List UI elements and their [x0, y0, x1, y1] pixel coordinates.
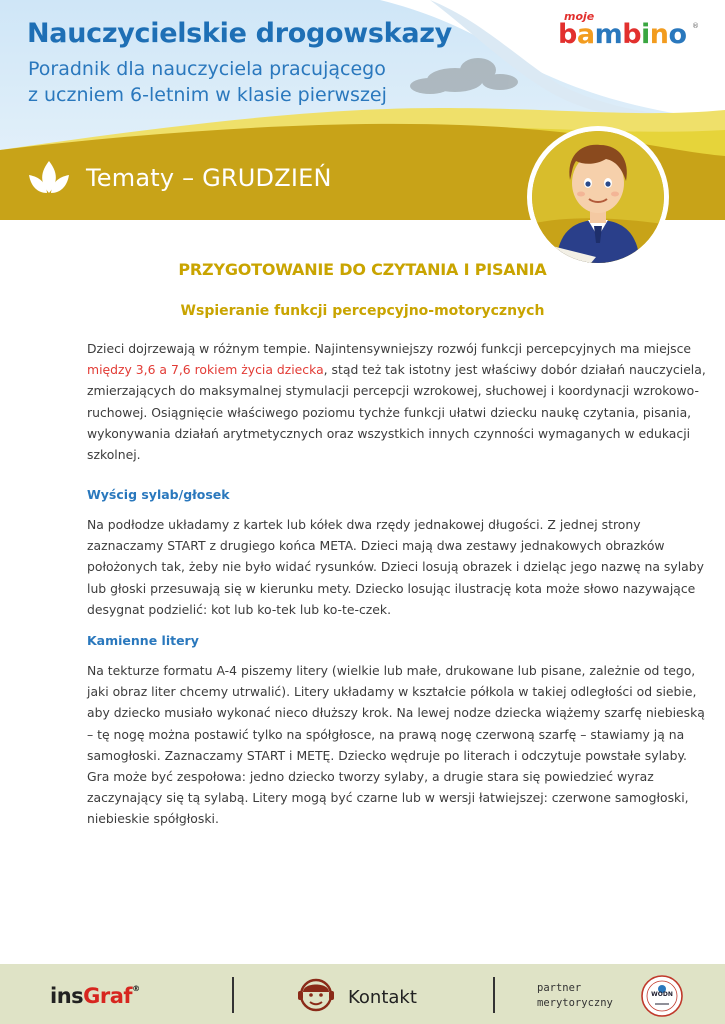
intro-line: szkolnej. — [87, 447, 141, 463]
leaf-icon — [28, 159, 70, 195]
game-line: lub głoski przesuwają się w kierunku mety. Dziecko losując ilustrację kota może słowo nazywające — [87, 580, 696, 596]
page-title: Nauczycielskie drogowskazy — [27, 18, 452, 49]
subtitle-line: Poradnik dla nauczyciela pracującego — [28, 58, 386, 80]
contact-link[interactable]: Kontakt — [348, 987, 417, 1008]
intro-line: Dzieci dojrzewają w różnym tempie. Najintensywniejszy rozwój funkcji percepcyjnych ma miejsce — [87, 341, 692, 356]
game-line: samogłoski. Zaznaczamy START i METĘ. Dziecko wędruje po literach i odczytuje powstałe sylaby. — [87, 747, 687, 763]
insgraf-logo[interactable] — [50, 984, 140, 1008]
wodn-label: WODN — [651, 991, 673, 998]
game-line: Na podłodze układamy z kartek lub kółek dwa rzędy jednakowej długości. Z jednej strony — [87, 517, 641, 532]
partner-line: partner — [537, 982, 582, 994]
contact-person-icon[interactable] — [295, 978, 337, 1012]
game-title-stone-letters: Kamienne litery — [87, 633, 199, 648]
game-line: jaki obraz liter chcemy utrwalić). Litery układamy w kształcie półkola w takiej odległości od siebie, — [87, 684, 697, 700]
intro-line-rest: , stąd też tak istotny jest właściwy dobór działań nauczyciela, — [323, 362, 706, 378]
section-title: PRZYGOTOWANIE DO CZYTANIA I PISANIA — [178, 260, 547, 279]
game-line: zaznaczamy START z drugiego końca META. Dzieci mają dwa zestawy jednakowych obrazków — [87, 538, 665, 554]
game-line: Na tekturze formatu A-4 piszemy litery (wielkie lub małe, drukowane lub pisane, zależnie od tego, — [87, 663, 696, 678]
game-line: aby dziecko musiało wykonać nieco dłuższy krok. Na lewej nodze dziecka wiążemy szarfę niebieską — [87, 705, 705, 721]
logo-letter: b — [558, 19, 577, 50]
insgraf-logo-part: ins — [50, 984, 84, 1008]
page-subtitle — [28, 56, 448, 108]
game-title-syllable-race: Wyścig sylab/głosek — [87, 487, 230, 502]
highlighted-age-range: między 3,6 a 7,6 rokiem życia dziecka — [87, 362, 324, 378]
partner-label — [537, 981, 613, 1011]
game-line: niebieskie spółgłoski. — [87, 811, 219, 827]
boy-illustration — [526, 125, 670, 269]
insgraf-logo-part-red: Graf — [83, 984, 133, 1008]
registered-mark: ® — [692, 22, 699, 30]
bambino-logo[interactable] — [552, 10, 702, 52]
game-line: – tę nogę można postawić tylko na spółgłosce, na prawą nogę czerwoną szarfę – stawiamy ją na — [87, 726, 685, 742]
logo-wordmark — [558, 19, 687, 50]
logo-letter: b — [622, 19, 642, 50]
intro-line: zmierzających do maksymalnej stymulacji percepcji wzrokowej, słuchowej i koordynacji wzrokowo- — [87, 383, 699, 399]
intro-line: wykonywania działań arytmetycznych oraz wszystkich innych czynności wymaganych w edukacji — [87, 425, 691, 441]
intro-line: ruchowej. Osiągnięcie właściwego poziomu tychże funkcji ułatwi dziecku naukę czytania, pisania, — [87, 404, 692, 420]
logo-letter: n — [649, 19, 669, 50]
game-line: Gra może być zespołowa: jedno dziecko tworzy sylaby, a drugie stara się powiedzieć wyraz — [87, 769, 654, 785]
footer-divider — [232, 977, 234, 1013]
registered-mark: ® — [132, 984, 140, 993]
game-description-syllable-race — [87, 514, 704, 620]
footer-divider — [493, 977, 495, 1013]
logo-letter: o — [668, 19, 687, 50]
game-line: położonych tak, żeby nie było widać rysunków. Dzieci losują obrazek i dzieląc jego nazwę na sylaby — [87, 559, 704, 575]
intro-line-highlight — [87, 359, 706, 380]
game-line: desygnat podzielić: kot lub ko-tek lub ko-te-czek. — [87, 601, 392, 617]
intro-paragraph — [87, 338, 706, 465]
logo-letter: m — [594, 19, 623, 50]
game-line: zaczynający się tą sylabą. Litery mogą być czarne lub w wersji łatwiejszej: czerwone samogłoski, — [87, 790, 689, 806]
section-subtitle: Wspieranie funkcji percepcyjno-motorycznych — [180, 303, 545, 319]
partner-line: merytoryczny — [537, 997, 613, 1009]
page-footer — [0, 964, 725, 1024]
logo-letter: i — [641, 19, 650, 50]
logo-moje-text: moje — [564, 10, 595, 23]
logo-letter: a — [576, 19, 595, 50]
subtitle-line: z uczniem 6-letnim w klasie pierwszej — [28, 84, 387, 106]
topic-heading: Tematy – GRUDZIEŃ — [86, 164, 332, 192]
game-description-stone-letters — [87, 660, 705, 830]
